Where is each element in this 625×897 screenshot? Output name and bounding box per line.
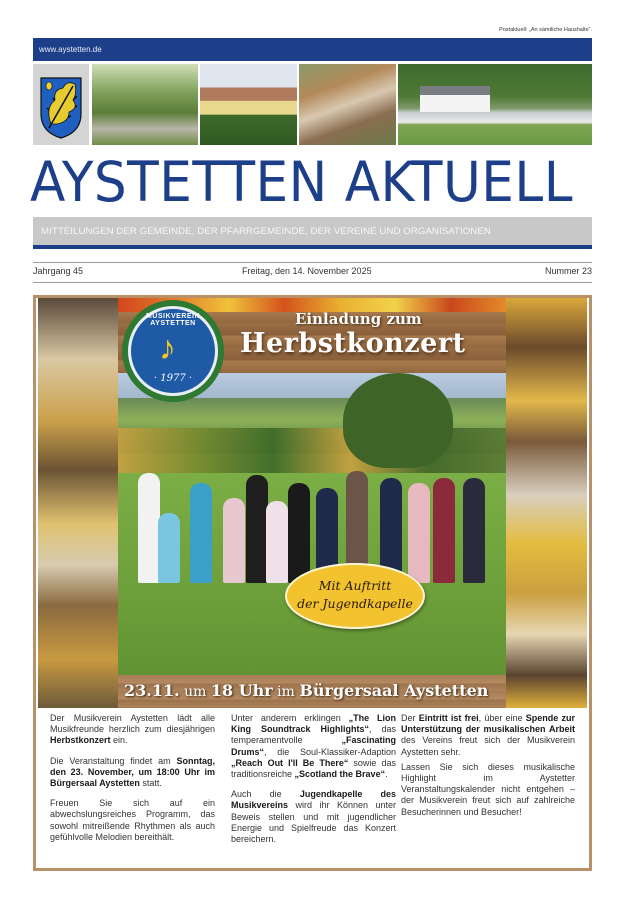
newspaper-title: AYSTETTEN AKTUELL — [30, 150, 573, 214]
invitation-line: Einladung zum — [295, 310, 422, 328]
sports-clubhouse-photo — [398, 64, 592, 145]
village-aerial-photo — [299, 64, 396, 145]
band-member — [433, 478, 455, 583]
castle-building-photo — [200, 64, 297, 145]
date-venue-text: 23.11. um 18 Uhr im Bürgersaal Aystetten — [124, 681, 489, 700]
band-member — [246, 475, 268, 583]
badge-line-1: Mit Auftritt — [318, 578, 392, 593]
article-column-3 — [401, 713, 575, 822]
meta-top-rule — [33, 262, 592, 263]
band-member — [158, 513, 180, 583]
paragraph: Die Veranstaltung findet am Sonntag, den 23. November, um 18:00 Uhr im Bürgersaal Aystetten statt. — [50, 755, 215, 789]
concert-title: Herbstkonzert — [240, 328, 466, 359]
subtitle-band — [33, 217, 592, 245]
band-member — [223, 498, 245, 583]
band-member — [288, 483, 310, 583]
band-member — [463, 478, 485, 583]
musikverein-logo — [128, 306, 218, 396]
paragraph: Freuen Sie sich auf ein abwechslungsreiches Programm, das sowohl mitreißende Rhythmen als auch gefühlvolle Melodien bereithält. — [50, 798, 215, 842]
meta-bottom-rule — [33, 282, 592, 283]
coat-of-arms-image — [33, 64, 89, 145]
lyre-icon: ♪ — [159, 329, 176, 367]
issue-number: Nummer 23 — [544, 266, 592, 276]
large-tree — [343, 373, 453, 468]
website-link[interactable]: www.aystetten.de — [39, 45, 102, 54]
poster-center — [118, 298, 506, 708]
oak-leaf-shield-icon — [33, 64, 89, 145]
article-column-2 — [231, 713, 396, 854]
logo-ring-text: MUSIKVEREIN AYSTETTEN — [145, 313, 201, 327]
youth-band-badge — [285, 563, 425, 629]
autumn-leaves-right — [505, 298, 587, 708]
paragraph: Der Eintritt ist frei, über eine Spende zur Unterstützung der musikalischen Arbeit des Vereins freut sich der Musikverein Aystetten sehr. — [401, 713, 575, 757]
band-member — [408, 483, 430, 583]
band-member — [138, 473, 160, 583]
logo-year: · 1977 · — [153, 373, 193, 384]
youth-band-group-photo — [128, 468, 498, 583]
date-venue-banner — [118, 675, 506, 708]
article-column-1 — [50, 713, 215, 852]
website-bar — [33, 38, 592, 61]
country-path-photo — [92, 64, 198, 145]
paragraph: Unter anderem erklingen „The Lion King Soundtrack Highlights“, das temperamentvolle „Fascinating Drums“, die Soul-Klassiker-Adaption „Reach Out I'll Be There“ sowie das traditionsreiche „Scotland the Brave“. — [231, 713, 397, 780]
subtitle-text: MITTEILUNGEN DER GEMEINDE, DER PFARRGEMEINDE, DER VEREINE UND ORGANISATIONEN — [41, 226, 491, 237]
badge-line-2: der Jugendkapelle — [297, 596, 413, 611]
issue-date: Freitag, den 14. November 2025 — [242, 266, 372, 276]
band-member — [190, 483, 212, 583]
clubhouse-shape — [420, 86, 490, 112]
header-photo-strip — [33, 64, 592, 145]
concert-poster — [33, 295, 592, 871]
band-member — [266, 501, 288, 583]
paragraph: Der Musikverein Aystetten lädt alle Musikfreunde herzlich zum diesjährigen Herbstkonzert ein. — [50, 713, 215, 746]
postal-note: Postaktuell: „An sämtliche Haushalte“. — [499, 27, 592, 33]
autumn-leaves-left — [38, 298, 120, 708]
blue-divider — [33, 245, 592, 249]
volume-label: Jahrgang 45 — [33, 266, 84, 276]
paragraph: Lassen Sie sich dieses musikalische Highlight im Aystetter Veranstaltungskalender nicht entgehen – der Musikverein freut sich auf zahlreiche Besucherinnen und Besucher! — [401, 761, 575, 817]
paragraph: Auch die Jugendkapelle des Musikvereins wird ihr Können unter Beweis stellen und mit jugendlicher Energie und Spielfreude das Konzert bereichern. — [231, 789, 397, 845]
